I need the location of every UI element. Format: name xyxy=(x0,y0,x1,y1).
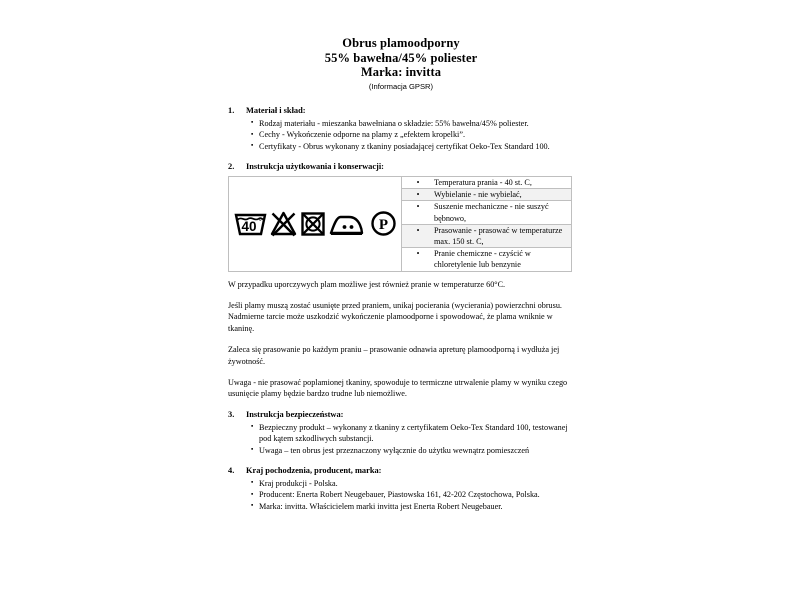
document-title-block xyxy=(228,36,574,92)
document-subtitle: (Informacja GPSR) xyxy=(368,81,434,91)
list-item: ▪ Certyfikaty - Obrus wykonany z tkaniny posiadającej certyfikat Oeko-Tex Standard 100. xyxy=(251,141,574,152)
care-symbol-group xyxy=(229,210,401,237)
document-content xyxy=(228,36,574,513)
section-2-title: Instrukcja użytkowania i konserwacji: xyxy=(246,161,384,171)
section-instrukcja-uzytkowania xyxy=(228,161,574,400)
title-line-3: Marka: invitta xyxy=(360,65,442,79)
section-material-sklad xyxy=(228,105,574,152)
list-item: ▪ Uwaga – ten obrus jest przeznaczony wyłącznie do użytku wewnątrz pomieszczeń xyxy=(251,445,574,456)
section-4-title: Kraj pochodzenia, producent, marka: xyxy=(246,465,382,475)
section-4-bullet-list xyxy=(228,478,574,512)
svg-text:40: 40 xyxy=(240,219,257,235)
care-instructions-table xyxy=(228,176,572,272)
bullet-dot xyxy=(402,177,434,188)
bullet-dot xyxy=(402,201,434,223)
care-symbols-cell xyxy=(229,176,402,271)
svg-text:°: ° xyxy=(258,217,262,227)
section-4-number: 4. xyxy=(228,465,235,475)
list-item: ▪ Kraj produkcji - Polska. xyxy=(251,478,574,489)
care-row-prasowanie xyxy=(402,224,572,247)
care-row-pranie-chemiczne xyxy=(402,248,572,271)
care-row-label: Pranie chemiczne - czyścić w chloretylenie lub benzynie xyxy=(434,249,531,270)
section-2-number: 2. xyxy=(228,161,235,171)
care-row-label: Suszenie mechaniczne - nie suszyć bębnowo, xyxy=(434,202,549,223)
care-row-suszenie xyxy=(402,201,572,224)
section-1-bullet-list xyxy=(228,118,574,152)
bullet-dot xyxy=(402,248,434,270)
do-not-bleach-icon xyxy=(270,210,297,237)
section-instrukcja-bezpieczenstwa xyxy=(228,409,574,456)
section-3-title: Instrukcja bezpieczeństwa: xyxy=(246,409,344,419)
title-line-2: 55% bawełna/45% poliester xyxy=(324,50,478,65)
care-row-label: Prasowanie - prasować w temperaturze max. 150 st. C, xyxy=(434,225,563,246)
bullet-dot xyxy=(402,189,434,200)
section-kraj-pochodzenia xyxy=(228,465,574,512)
section-2-heading xyxy=(228,161,574,172)
paragraph-usuwanie-plam: Jeśli plamy muszą zostać usunięte przed praniem, unikaj pocierania (wycierania) powierzchni obrusu. Nadmierne tarcie może uszkodzić wykończenie plamoodporne i spowodować, że plama wniknie w tkaninę. xyxy=(228,300,562,333)
care-row-wybielanie xyxy=(402,189,572,201)
dry-clean-p-icon xyxy=(370,210,397,237)
table-row xyxy=(229,176,572,188)
section-1-heading xyxy=(228,105,574,116)
iron-two-dots-icon xyxy=(329,210,367,237)
svg-text:P: P xyxy=(378,217,388,234)
care-row-label: Temperatura prania - 40 st. C, xyxy=(434,177,532,187)
section-1-title: Materiał i skład: xyxy=(246,105,306,115)
bullet-dot xyxy=(402,225,434,247)
section-3-bullet-list xyxy=(228,422,574,456)
list-item: ▪ Producent: Enerta Robert Neugebauer, Piastowska 161, 42-202 Częstochowa, Polska. xyxy=(251,489,574,500)
section-3-number: 3. xyxy=(228,409,235,419)
care-row-label: Wybielanie - nie wybielać, xyxy=(434,190,522,200)
section-3-heading xyxy=(228,409,574,420)
list-item: ▪ Bezpieczny produkt – wykonany z tkaniny z certyfikatem Oeko-Tex Standard 100, testowanej pod kątem szkodliwych substancji. xyxy=(251,422,574,444)
wash-40-icon xyxy=(234,210,267,237)
do-not-tumble-dry-icon xyxy=(300,210,326,237)
section-1-number: 1. xyxy=(228,105,235,115)
care-row-temperatura-prania xyxy=(402,176,572,188)
list-item: ▪ Marka: invitta. Właścicielem marki invitta jest Enerta Robert Neugebauer. xyxy=(251,501,574,512)
list-item: ▪ Rodzaj materiału - mieszanka bawełniana o składzie: 55% bawełna/45% poliester. xyxy=(251,118,574,129)
title-line-1: Obrus plamoodporny xyxy=(342,36,460,50)
section-4-heading xyxy=(228,465,574,476)
list-item: ▪ Cechy - Wykończenie odporne na plamy z „efektem kropelki”. xyxy=(251,129,574,140)
paragraph-uporczywe-plamy: W przypadku uporczywych plam możliwe jest również pranie w temperaturze 60°C. xyxy=(228,279,506,289)
paragraph-prasowanie-zalecenie: Zaleca się prasowanie po każdym praniu – prasowanie odnawia apreturę plamoodporną i wydłuża jej żywotność. xyxy=(228,345,560,366)
paragraph-uwaga-prasowanie: Uwaga - nie prasować poplamionej tkaniny, spowoduje to termiczne utrwalenie plamy w wyniku czego usunięcie plamy będzie bardzo trudne lub niemożliwe. xyxy=(228,377,568,399)
